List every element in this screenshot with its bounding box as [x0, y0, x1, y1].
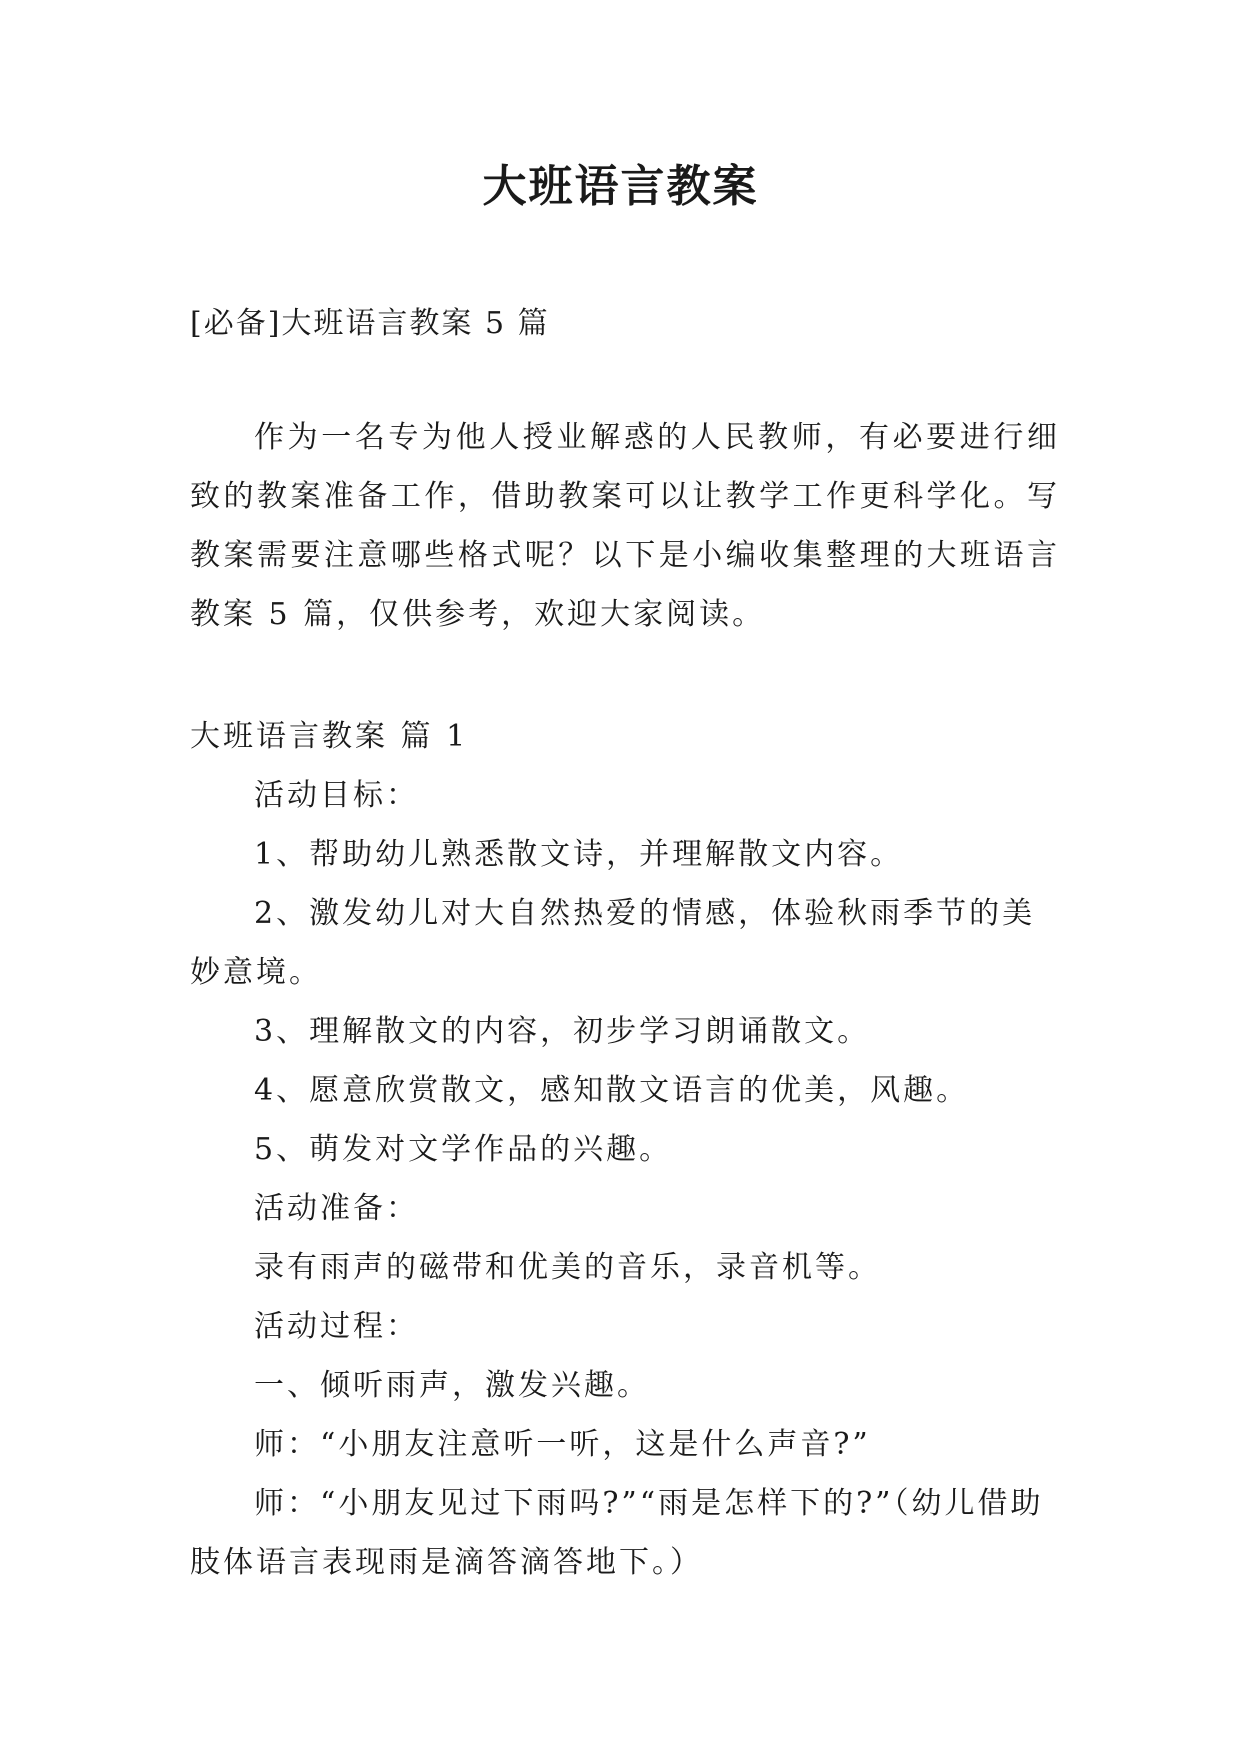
body-paragraph: 1、帮助幼儿熟悉散文诗，并理解散文内容。	[254, 837, 904, 872]
body-paragraph: 3、理解散文的内容，初步学习朗诵散文。	[254, 1014, 871, 1049]
body-paragraph: 4、愿意欣赏散文，感知散文语言的优美，风趣。	[254, 1073, 970, 1108]
body-paragraph: 2、激发幼儿对大自然热爱的情感，体验秋雨季节的美妙意境。	[190, 896, 1036, 990]
intro-paragraph: 作为一名专为他人授业解惑的人民教师，有必要进行细致的教案准备工作，借助教案可以让教学工作更科学化。写教案需要注意哪些格式呢？以下是小编收集整理的大班语言教案 5 篇，仅供参考，欢迎大家阅读。	[190, 420, 1060, 632]
body-paragraph: 活动目标：	[254, 778, 419, 813]
body-paragraph: 活动准备：	[254, 1191, 419, 1226]
document-body	[190, 707, 1060, 1592]
body-paragraph: 5、萌发对文学作品的兴趣。	[254, 1132, 673, 1167]
document-title: 大班语言教案	[482, 161, 759, 212]
section-heading: 大班语言教案 篇 1	[190, 719, 469, 754]
body-paragraph: 师：“小朋友见过下雨吗?”“雨是怎样下的?”（幼儿借助肢体语言表现雨是滴答滴答地下。）	[190, 1486, 1044, 1580]
body-paragraph: 师：“小朋友注意听一听，这是什么声音?”	[254, 1427, 871, 1462]
body-paragraph: 活动过程：	[254, 1309, 419, 1344]
body-paragraph: 录有雨声的磁带和优美的音乐，录音机等。	[254, 1250, 881, 1285]
body-paragraph: 一、倾听雨声，激发兴趣。	[254, 1368, 650, 1403]
document-subtitle: [必备]大班语言教案 5 篇	[190, 306, 550, 341]
